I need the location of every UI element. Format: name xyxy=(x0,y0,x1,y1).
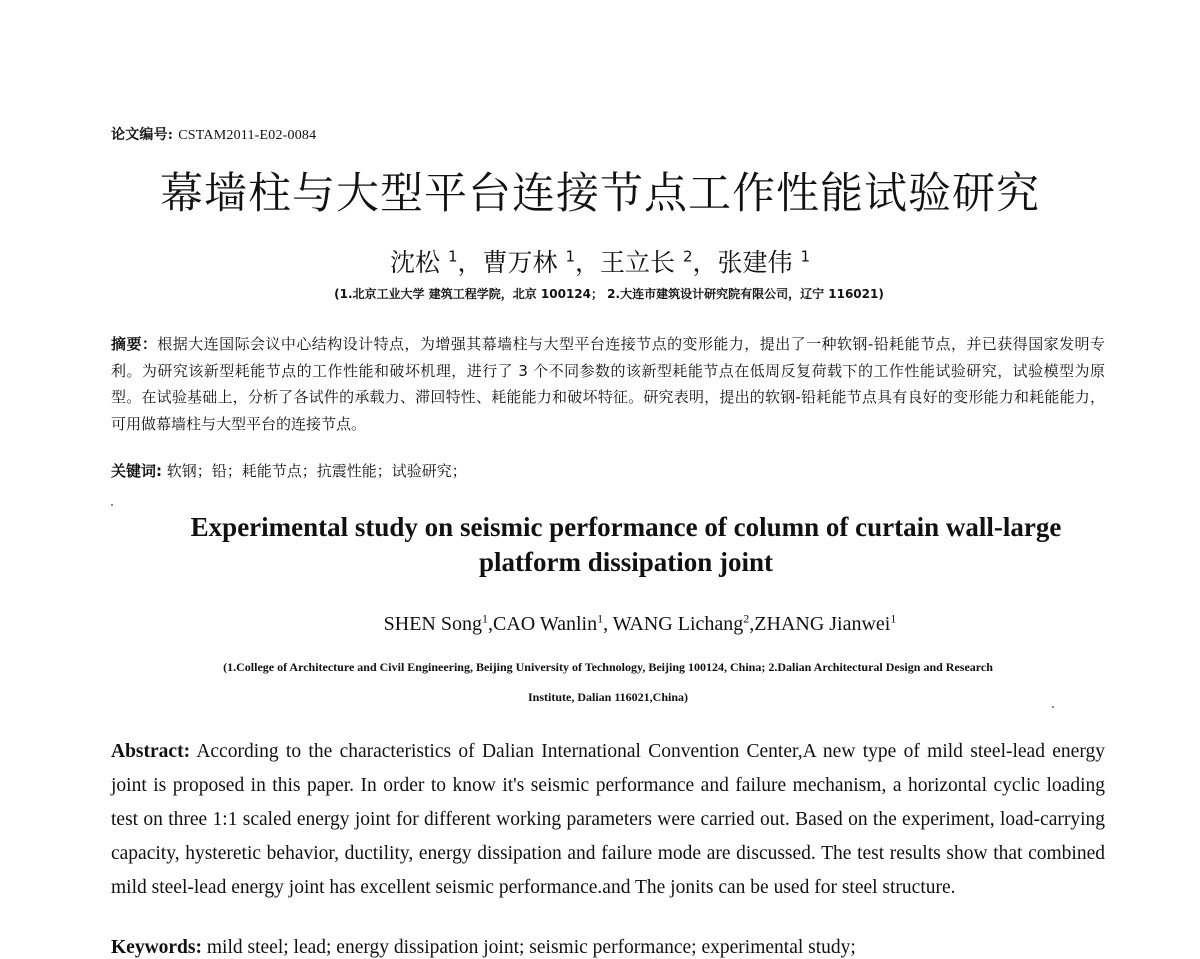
english-keywords xyxy=(111,937,856,959)
chinese-keywords-text: 软钢；铅；耗能节点；抗震性能；试验研究； xyxy=(166,462,467,480)
english-affiliation xyxy=(118,652,1098,712)
chinese-abstract xyxy=(111,331,1105,437)
english-keywords-text: mild steel; lead; energy dissipation joint; seismic performance; experimental study; xyxy=(206,937,856,958)
scan-speck xyxy=(1052,706,1054,708)
english-affiliation-line-2: Institute, Dalian 116021,China) xyxy=(527,690,689,704)
chinese-abstract-text: 根据大连国际会议中心结构设计特点，为增强其幕墙柱与大型平台连接节点的变形能力，提出了一种软钢-铅耗能节点，并已获得国家发明专利。为研究该新型耗能节点的工作性能和破坏机理，进行了 3 个不同参数的该新型耗能节点在低周反复荷载下的工作性能试验研究，试验模型为原型。在试验基础上，分析了各试件的承载力、滞回特性、耗能能力和破坏特征。研究表明，提出的软钢-铅耗能节点具有良好的变形能力和耗能能力，可用做幕墙柱与大型平台的连接节点。 xyxy=(111,335,1105,433)
english-authors: SHEN Song$^1$,CAO Wanlin$^1$, WANG Lichang$^2$,ZHANG Jianwei$^1$ xyxy=(383,611,897,635)
english-title xyxy=(0,510,1200,580)
english-affiliation-line-1: (1.College of Architecture and Civil Engineering, Beijing University of Technology, Beijing 100124, China; 2.Dalian Architectural Design and Research xyxy=(223,660,993,674)
english-abstract-text: According to the characteristics of Dalian International Convention Center,A new type of mild steel-lead energy joint is proposed in this paper. In order to know it's seismic performance and failure mechanism, a horizontal cyclic loading test on three 1:1 scaled energy joint for different working parameters were carried out. Based on the experiment, load-carrying capacity, hysteretic behavior, ductility, energy dissipation and failure mode are discussed. The test results show that combined mild steel-lead energy joint has excellent seismic performance.and The jonits can be used for steel structure. xyxy=(111,741,1105,898)
english-keywords-label: Keywords: xyxy=(111,937,202,958)
english-title-line-1: Experimental study on seismic performance of column of curtain wall-large xyxy=(190,512,1062,542)
chinese-authors: 沈松 $^1$，曹万林 $^1$，王立长 $^2$，张建伟 $^1$ xyxy=(390,247,810,277)
paper-number xyxy=(111,124,316,144)
english-abstract xyxy=(111,735,1105,905)
english-title-line-2: platform dissipation joint xyxy=(478,547,774,577)
chinese-affiliation: (1.北京工业大学 建筑工程学院，北京 100124； 2.大连市建筑设计研究院有限公司，辽宁 116021) xyxy=(334,287,884,301)
chinese-keywords-label: 关键词: xyxy=(111,462,162,480)
paper-number-label: 论文编号: xyxy=(111,127,174,143)
chinese-title: 幕墙柱与大型平台连接节点工作性能试验研究 xyxy=(160,169,1040,219)
english-abstract-label: Abstract: xyxy=(111,741,191,762)
scan-speck xyxy=(111,504,113,506)
chinese-abstract-label: 摘要： xyxy=(111,335,158,353)
chinese-keywords xyxy=(111,460,467,481)
paper-number-value: CSTAM2011-E02-0084 xyxy=(178,128,317,143)
